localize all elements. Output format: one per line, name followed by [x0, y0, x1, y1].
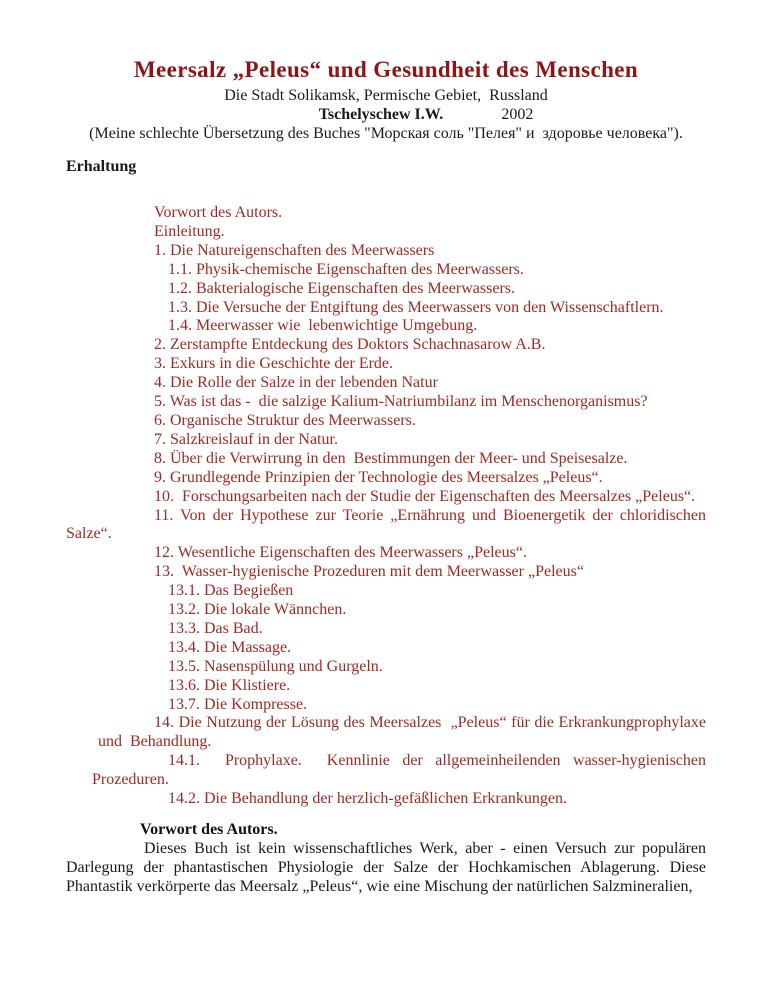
- toc-item: 14. Die Nutzung der Lösung des Meersalzes „Peleus“ für die Erkrankungprophylaxe und Behandlung.: [98, 714, 710, 751]
- toc-item: 4. Die Rolle der Salze in der lebenden Natur: [154, 374, 438, 392]
- toc-item: 13. Wasser-hygienische Prozeduren mit dem Meerwasser „Peleus“: [154, 563, 584, 581]
- toc-item: 12. Wesentliche Eigenschaften des Meerwassers „Peleus“.: [154, 544, 527, 562]
- toc-list: [66, 204, 710, 809]
- toc-item: 10. Forschungsarbeiten nach der Studie der Eigenschaften des Meersalzes „Peleus“.: [154, 487, 696, 505]
- toc-item: 13.2. Die lokale Wännchen.: [168, 601, 347, 619]
- toc-item: 7. Salzkreislauf in der Natur.: [154, 430, 338, 448]
- toc-item: 13.3. Das Bad.: [168, 619, 263, 637]
- toc-item: 14.1. Prophylaxe. Kennlinie der allgemeinheilenden wasser-hygienischen Prozeduren.: [92, 752, 710, 789]
- subtitle: Die Stadt Solikamsk, Permische Gebiet, Russland: [224, 87, 548, 104]
- toc-item: 13.1. Das Begießen: [168, 582, 294, 600]
- toc-heading: Erhaltung: [66, 158, 137, 175]
- toc-item: 13.7. Die Kompresse.: [168, 695, 308, 713]
- toc-item: 8. Über die Verwirrung in den Bestimmungen der Meer- und Speisesalze.: [154, 449, 628, 467]
- toc-item: 1.4. Meerwasser wie lebenwichtige Umgebung.: [168, 317, 478, 335]
- toc-item: 1.3. Die Versuche der Entgiftung des Meerwassers von den Wissenschaftlern.: [168, 298, 664, 316]
- author-name: Tschelyschew I.W.: [318, 106, 444, 123]
- publication-year: 2002: [501, 106, 534, 123]
- body-paragraph: Dieses Buch ist kein wissenschaftliches Werk, aber - einen Versuch zur populären Darlegung der phantastischen Physiologie der Salze der Hochkamischen Ablagerung. Diese Phantastik verkörperte das Meersalz „Peleus“, wie eine Mischung der natürlichen Salzmineralien,: [66, 840, 710, 895]
- toc-item: 1.2. Bakterialogische Eigenschaften des Meerwassers.: [168, 279, 515, 297]
- toc-item: 1.1. Physik-chemische Eigenschaften des Meerwassers.: [168, 260, 524, 278]
- toc-item: 6. Organische Struktur des Meerwassers.: [154, 411, 416, 429]
- page-title: Meersalz „Peleus“ und Gesundheit des Menschen: [133, 57, 639, 82]
- toc-item: 3. Exkurs in die Geschichte der Erde.: [154, 355, 394, 373]
- toc-item: 13.5. Nasenspülung und Gurgeln.: [168, 657, 383, 675]
- toc-item: 9. Grundlegende Prinzipien der Technologie des Meersalzes „Peleus“.: [154, 468, 603, 486]
- author-line: [106, 105, 746, 124]
- toc-item: 14.2. Die Behandlung der herzlich-gefäßlichen Erkrankungen.: [168, 790, 567, 808]
- toc-item: 11. Von der Hypothese zur Teorie „Ernährung und Bioenergetik der chloridischen Salze“.: [66, 506, 710, 543]
- toc-item: Vorwort des Autors.: [154, 204, 283, 221]
- translation-note: (Meine schlechte Übersetzung des Buches "Морская соль "Пелея" и здоровье человека").: [89, 125, 683, 142]
- toc-item: 2. Zerstampfte Entdeckung des Doktors Schachnasarow A.B.: [154, 336, 546, 354]
- section-heading: Vorwort des Autors.: [140, 821, 278, 838]
- toc-item: 13.6. Die Klistiere.: [168, 676, 291, 694]
- toc-item: Einleitung.: [154, 222, 225, 240]
- toc-item: 5. Was ist das - die salzige Kalium-Natriumbilanz im Menschenorganismus?: [154, 393, 648, 411]
- toc-item: 1. Die Natureigenschaften des Meerwassers: [154, 241, 435, 259]
- toc-item: 13.4. Die Massage.: [168, 638, 292, 656]
